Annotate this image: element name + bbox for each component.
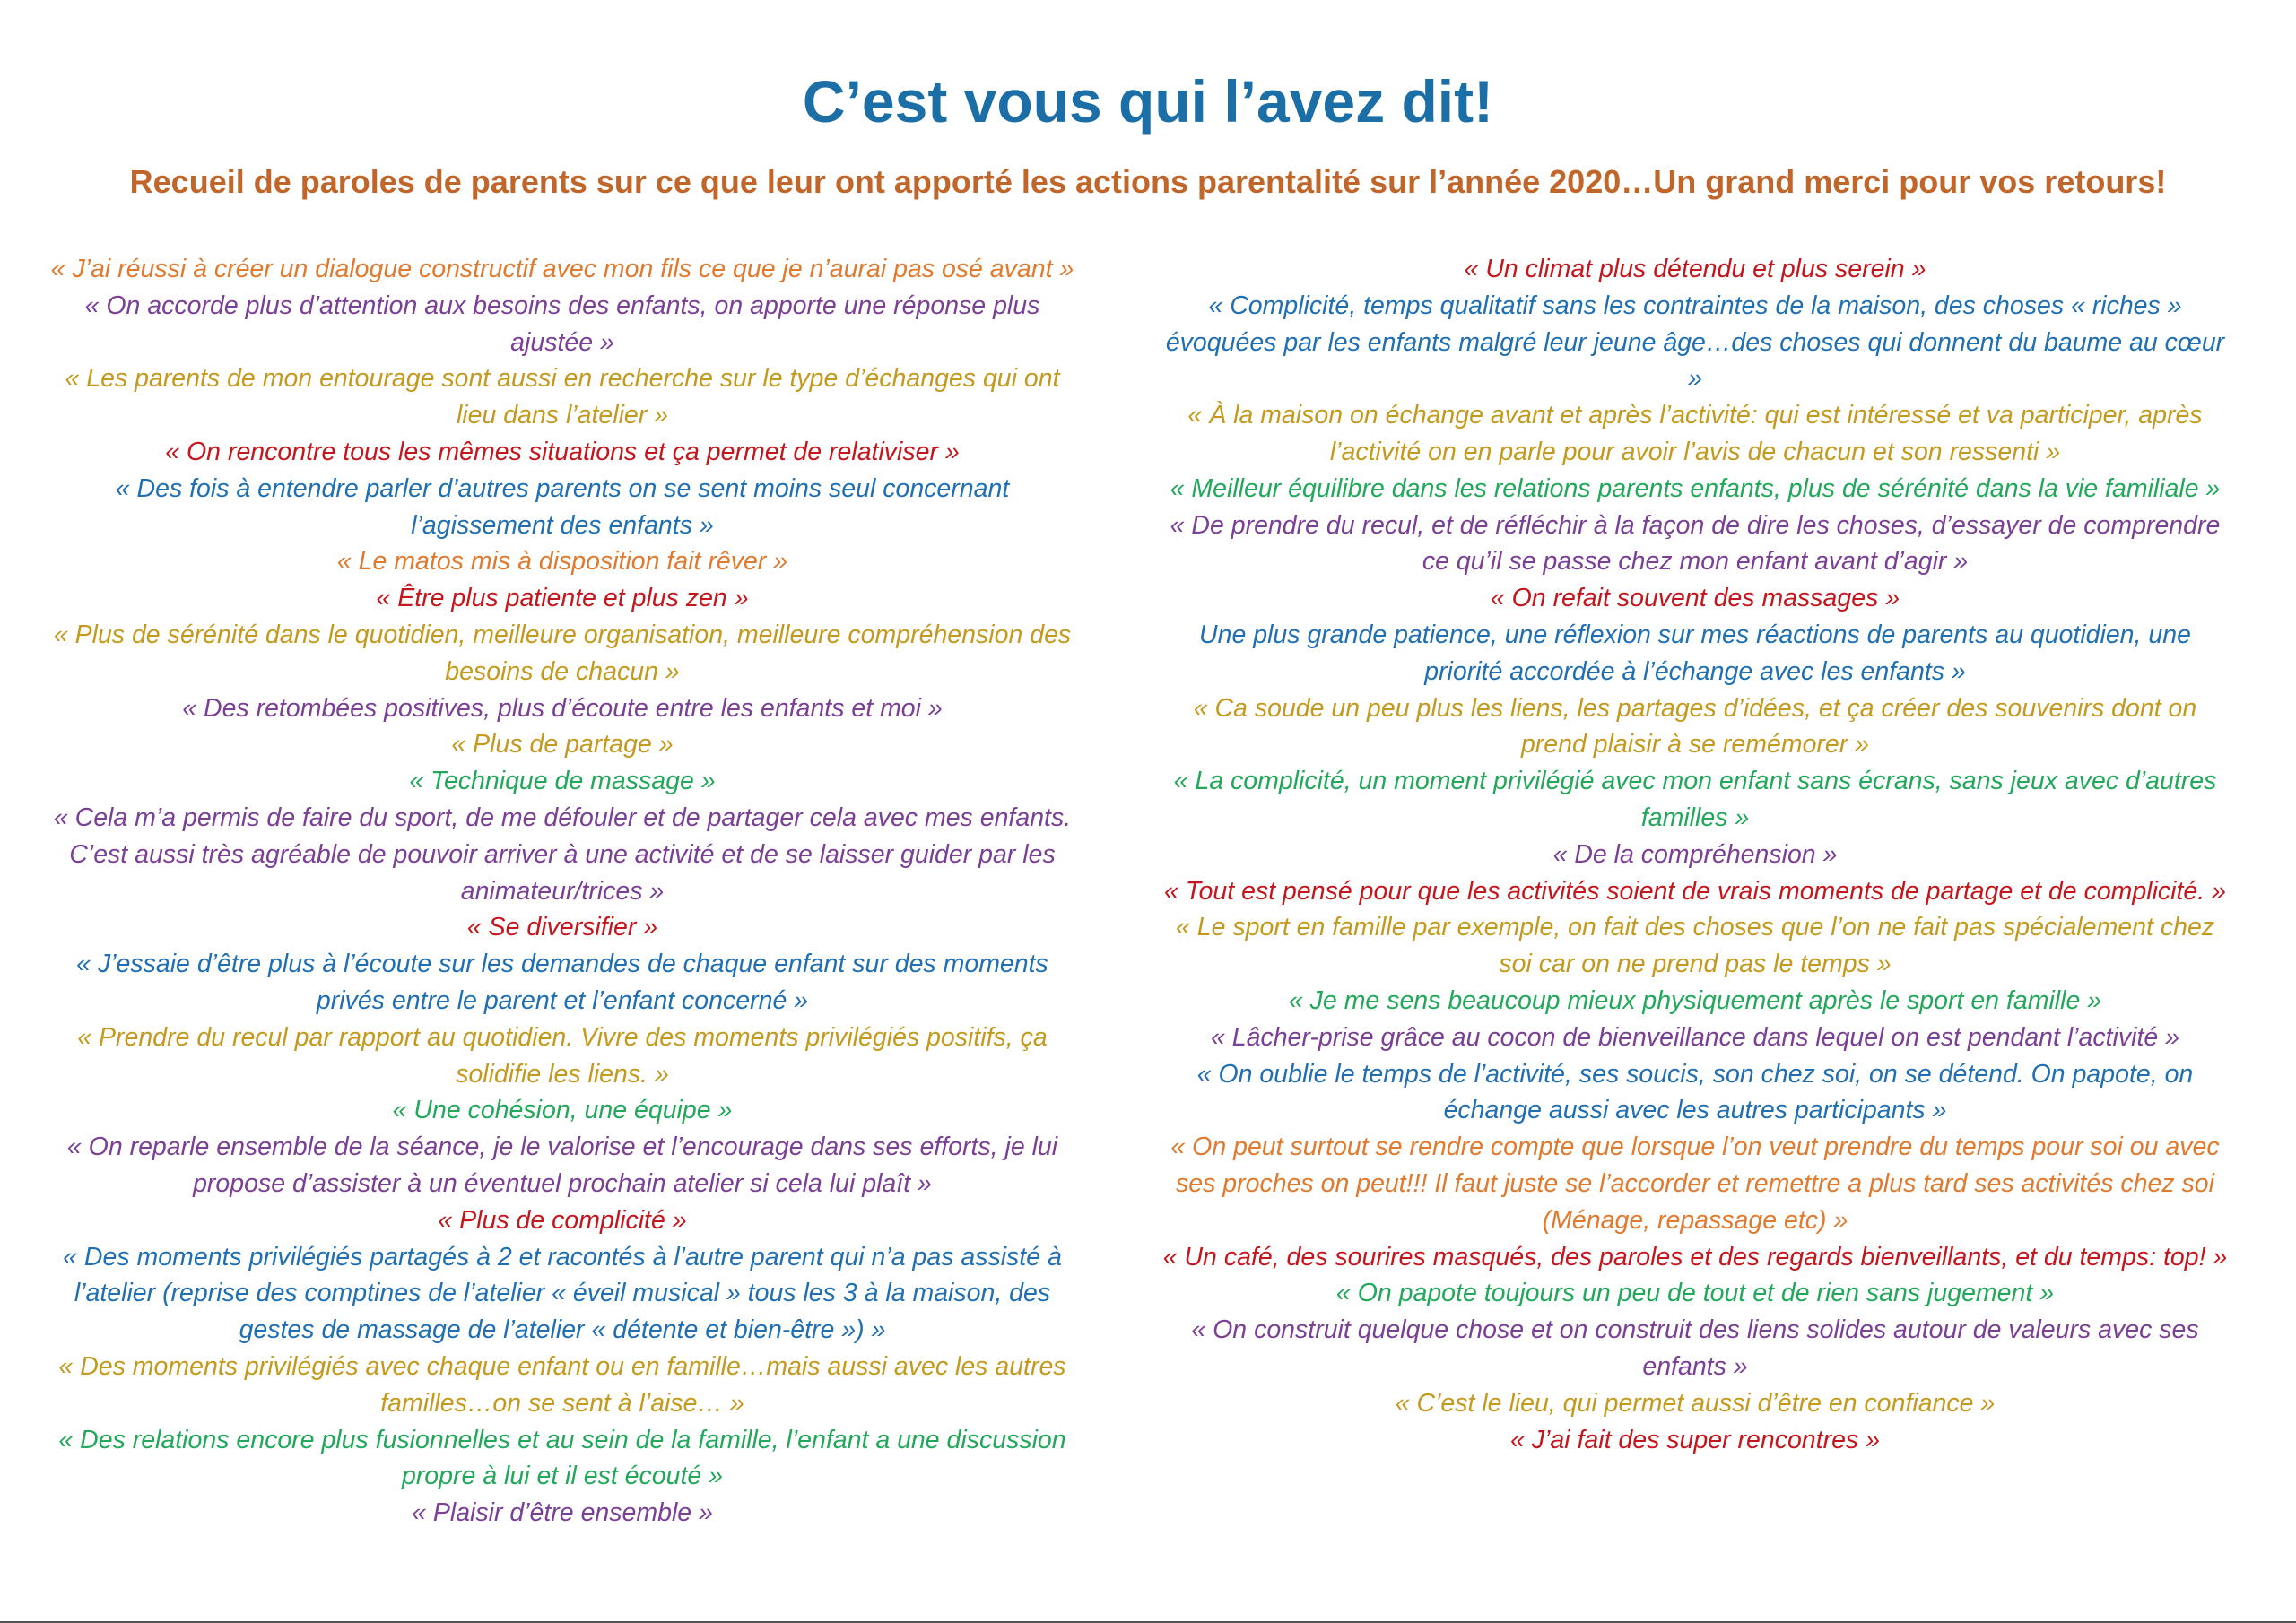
quote: « Des relations encore plus fusionnelles et au sein de la famille, l’enfant a une discussion propre à lui et il est écouté » [58,1425,1066,1491]
quote: « On peut surtout se rendre compte que lorsque l’on veut prendre du temps pour soi ou avec ses proches on peut!!! Il faut juste se l’accorder et remettre a plus tard ses activités chez soi (Ménage, repassage etc) » [1170,1133,2220,1235]
quote: « Des moments privilégiés partagés à 2 et racontés à l’autre parent qui n’a pas assisté à l’atelier (reprise des comptines de l’atelier « éveil musical » tous les 3 à la maison, des gestes de massage de l’atelier « détente et bien-être ») » [63,1242,1062,1345]
quote: « Être plus patiente et plus zen » [376,584,749,613]
quote: « Cela m’a permis de faire du sport, de me défouler et de partager cela avec mes enfants. C’est aussi très agréable de pouvoir arriver à une activité et de se laisser guider par les animateur/trices » [53,803,1072,906]
quote: « Plus de sérénité dans le quotidien, meilleure organisation, meilleure compréhension des besoins de chacun » [53,620,1072,686]
quote: « Des moments privilégiés avec chaque enfant ou en famille…mais aussi avec les autres familles…on se sent à l’aise… » [58,1351,1066,1418]
quote: « De prendre du recul, et de réfléchir à la façon de dire les choses, d’essayer de comprendre ce qu’il se passe chez mon enfant avant d’agir » [1170,510,2221,577]
quote: « Plaisir d’être ensemble » [412,1498,713,1528]
quote: « Meilleur équilibre dans les relations parents enfants, plus de sérénité dans la vie familiale » [1170,473,2221,503]
quote: « Prendre du recul par rapport au quotidien. Vivre des moments privilégiés positifs, ça solidifie les liens. » [77,1022,1048,1089]
quote: « Les parents de mon entourage sont aussi en recherche sur le type d’échanges qui ont lieu dans l’atelier » [65,364,1060,430]
quote: « Lâcher-prise grâce au cocon de bienveillance dans lequel on est pendant l’activité » [1210,1022,2180,1052]
quote: « Le sport en famille par exemple, on fait des choses que l’on ne fait pas spécialement chez soi car on ne prend pas le temps » [1175,913,2215,979]
quote: « De la compréhension » [1552,839,1838,869]
quote: « Je me sens beaucoup mieux physiquement après le sport en famille » [1288,985,2102,1015]
quote: « C’est le lieu, qui permet aussi d’être en confiance » [1395,1388,1996,1418]
quote: « On construit quelque chose et on construit des liens solides autour de valeurs avec ses enfants » [1191,1315,2199,1381]
quote: « J’essaie d’être plus à l’écoute sur les demandes de chaque enfant sur des moments privés entre le parent et l’enfant concerné » [76,950,1048,1015]
quote: « Un climat plus détendu et plus serein » [1464,255,1926,283]
quote: « Le matos mis à disposition fait rêver » [336,547,788,577]
quote: « On papote toujours un peu de tout et de rien sans jugement » [1335,1279,2055,1308]
quote: « Ca soude un peu plus les liens, les partages d’idées, et ça créer des souvenirs dont on prend plaisir à se remémorer » [1193,693,2197,759]
quote: « Technique de massage » [409,767,716,796]
quote: Une plus grande patience, une réflexion sur mes réactions de parents au quotidien, une priorité accordée à l’échange avec les enfants » [1199,620,2191,686]
quote: « Des retombées positives, plus d’écoute entre les enfants et moi » [182,693,943,723]
right-quotes-column [1159,251,2231,1458]
quote: « À la maison on échange avant et après l’activité: qui est intéressé et va participer, après l’activité on en parle pour avoir l’avis de chacun et son ressenti » [1187,401,2203,466]
quote: « Se diversifier » [466,913,658,942]
quote: « On refait souvent des massages » [1490,584,1900,613]
page-subtitle: Recueil de paroles de parents sur ce que leur ont apporté les actions parentalité sur l’année 2020…Un grand merci pour vos retours! [129,163,2167,200]
quote: « Des fois à entendre parler d’autres parents on se sent moins seul concernant l’agissement des enfants » [115,473,1010,540]
quote: « Complicité, temps qualitatif sans les contraintes de la maison, des choses « riches » évoquées par les enfants malgré leur jeune âge…des choses qui donnent du baume au cœur » [1165,291,2225,394]
quote: « Plus de complicité » [438,1205,687,1235]
quote: « La complicité, un moment privilégié avec mon enfant sans écrans, sans jeux avec d’autres familles » [1173,767,2217,832]
quote: « Un café, des sourires masqués, des paroles et des regards bienveillants, et du temps: top! » [1162,1242,2228,1271]
quote: « Tout est pensé pour que les activités soient de vrais moments de partage et de complicité. » [1164,876,2226,906]
page-title: C’est vous qui l’avez dit! [802,68,1494,135]
quote: « On oublie le temps de l’activité, ses soucis, son chez soi, on se détend. On papote, on échange aussi avec les autres participants » [1196,1059,2194,1125]
quote: « J’ai fait des super rencontres » [1510,1425,1880,1454]
quote: « J’ai réussi à créer un dialogue constructif avec mon fils ce que je n’aurai pas osé avant » [50,255,1074,283]
quote: « On rencontre tous les mêmes situations et ça permet de relativiser » [165,437,960,466]
quote: « Une cohésion, une équipe » [392,1096,733,1125]
quote: « On reparle ensemble de la séance, je le valorise et l’encourage dans ses efforts, je lui propose d’assister à un éventuel prochain atelier si cela lui plaît » [66,1133,1058,1198]
quote: « Plus de partage » [451,730,674,759]
quote: « On accorde plus d’attention aux besoins des enfants, on apporte une réponse plus ajustée » [84,291,1040,357]
left-quotes-column [47,251,1078,1532]
